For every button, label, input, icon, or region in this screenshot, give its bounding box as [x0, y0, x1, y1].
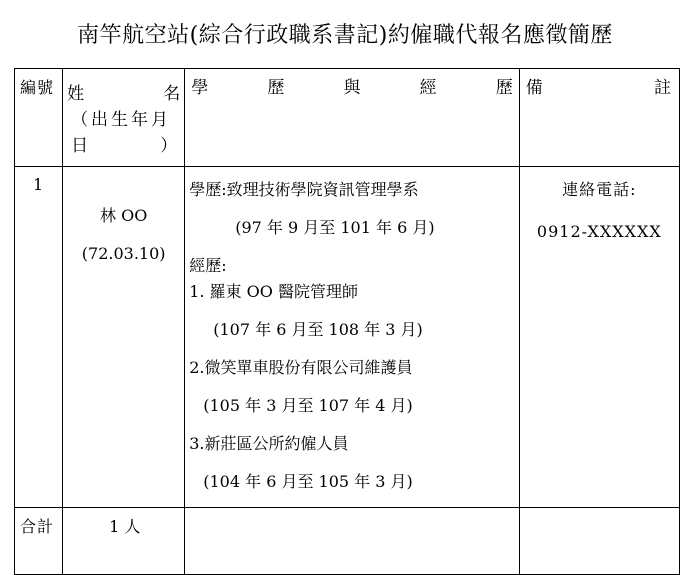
education-period: (97 年 9 月至 101 年 6 月)	[235, 218, 435, 237]
applicant-name-cell	[63, 167, 185, 508]
experience-period: (105 年 3 月至 107 年 4 月)	[203, 396, 413, 415]
experience-period: (107 年 6 月至 108 年 3 月)	[213, 320, 423, 339]
header-note-char-1: 備	[525, 78, 543, 98]
header-name-char-2: 名	[163, 84, 181, 104]
experience-period: (104 年 6 月至 105 年 3 月)	[203, 472, 413, 491]
table-header-row	[15, 69, 680, 167]
experience-item: 1. 羅東 OO 醫院管理師	[189, 282, 358, 301]
experience-item: 3.新莊區公所約僱人員	[189, 434, 349, 453]
header-exp-char: 經	[419, 78, 437, 98]
total-row	[15, 508, 680, 575]
header-birth-line-2a: 日	[71, 136, 92, 156]
contact-label: 連絡電話:	[562, 180, 637, 199]
resume-table	[14, 68, 680, 575]
total-label: 合計	[15, 508, 63, 575]
experience-cell	[185, 167, 520, 508]
education-line: 學歷:致理技術學院資訊管理學系	[189, 180, 419, 199]
header-name-char-1: 姓	[67, 84, 85, 104]
header-note-char-2: 註	[654, 78, 671, 98]
experience-item: 2.微笑單車股份有限公司維護員	[189, 358, 413, 377]
header-number: 編號	[15, 69, 63, 167]
header-experience	[185, 69, 520, 167]
row-number: 1	[15, 167, 63, 508]
header-remarks	[519, 69, 679, 167]
document-title: 南竿航空站(綜合行政職系書記)約僱職代報名應徵簡歷	[77, 23, 613, 48]
table-row	[15, 167, 680, 508]
header-exp-char: 歷	[495, 78, 513, 98]
header-exp-char: 與	[343, 78, 361, 98]
header-exp-char: 學	[191, 78, 209, 98]
remarks-cell	[519, 167, 679, 508]
experience-label: 經歷:	[189, 256, 227, 275]
total-count: 1 人	[63, 508, 185, 575]
total-empty-cell	[185, 508, 520, 575]
total-empty-cell	[519, 508, 679, 575]
applicant-birthdate: (72.03.10)	[81, 244, 166, 263]
header-birth-line-2b: ）	[160, 136, 181, 156]
header-exp-char: 歷	[267, 78, 285, 98]
applicant-name: 林 OO	[99, 206, 148, 225]
header-name	[63, 69, 185, 167]
contact-phone: 0912-XXXXXX	[536, 222, 662, 241]
header-birth-line-1: （出生年月	[71, 110, 172, 130]
